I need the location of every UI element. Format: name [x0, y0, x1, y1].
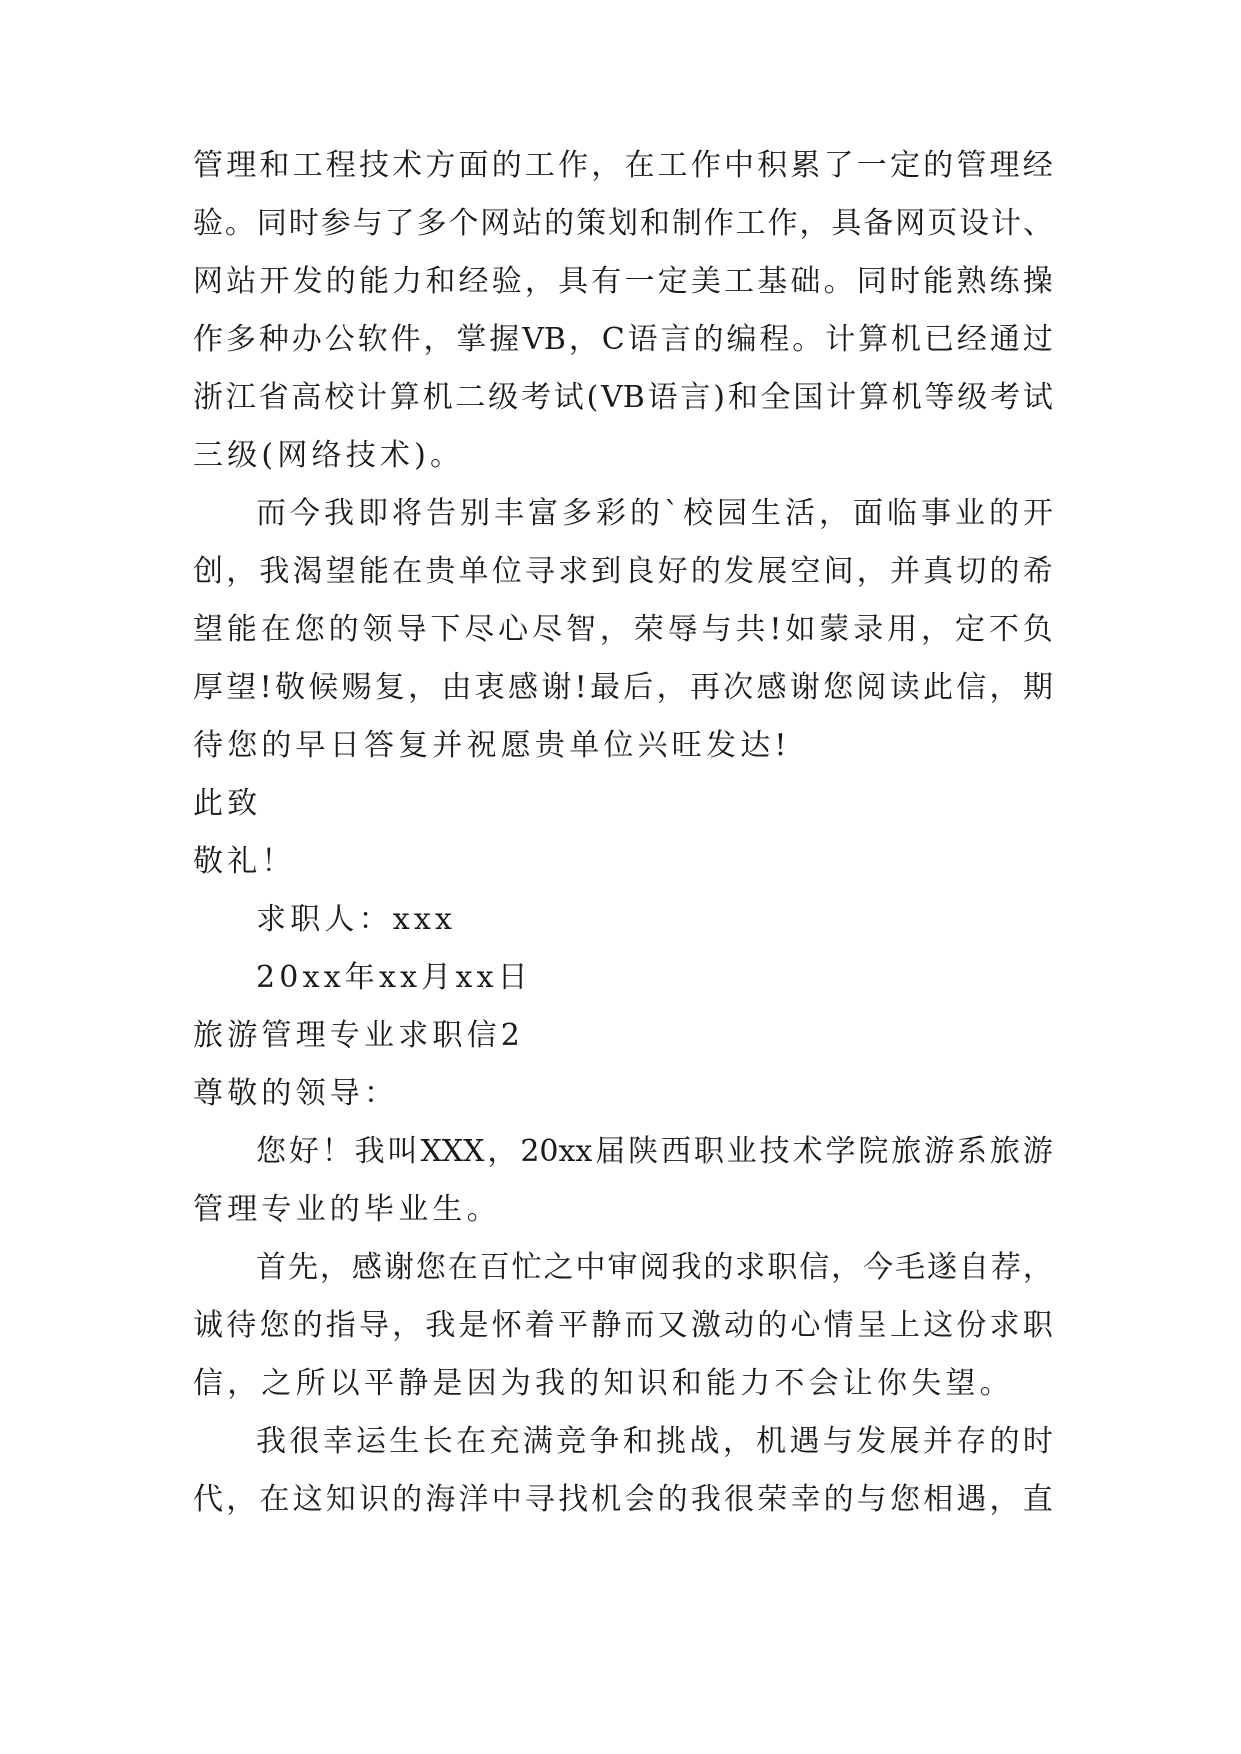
text-line: 网 站 开 发 的 能 力 和 经 验 ， 具 有 一 定 美 工 基 础 。 同 时 能 熟 练 操: [193, 264, 1053, 299]
text-line: 管 理 和 工 程 技 术 方 面 的 工 作 ， 在 工 作 中 积 累 了 一 定 的 管 理 经: [193, 148, 1053, 183]
letter-greeting: 尊敬的领导：: [193, 1076, 399, 1111]
text-line: 验 。 同 时 参 与 了 多 个 网 站 的 策 划 和 制 作 工 作 ， 具 备 网 页 设 计 、: [193, 206, 1053, 241]
text-line: 望 能 在 您 的 领 导 下 尽 心 尽 智 ， 荣 辱 与 共 ! 如 蒙 录 用 ， 定 不 负: [193, 612, 1053, 647]
salutation-closing: 此致: [193, 786, 262, 821]
salutation-regards: 敬礼！: [193, 844, 296, 879]
text-line: 您 好 ！ 我 叫 XXX ， 20xx 届 陕 西 职 业 技 术 学 院 旅 游 系 旅 游: [256, 1134, 1053, 1169]
text-line: 而 今 我 即 将 告 别 丰 富 多 彩 的 ` 校 园 生 活 ， 面 临 事 业 的 开: [256, 496, 1053, 531]
text-line: 浙 江 省 高 校 计 算 机 二 级 考 试 ( VB 语 言 ) 和 全 国 计 算 机 等 级 考 试: [193, 380, 1053, 415]
section-title: 旅游管理专业求职信2: [193, 1018, 525, 1053]
text-line: 首 先 ， 感 谢 您 在 百 忙 之 中 审 阅 我 的 求 职 信 ， 今 毛 遂 自 荐 ，: [256, 1250, 1053, 1285]
text-line: 代 ， 在 这 知 识 的 海 洋 中 寻 找 机 会 的 我 很 荣 幸 的 与 您 相 遇 ， 直: [193, 1482, 1053, 1517]
text-line: 创 ， 我 渴 望 能 在 贵 单 位 寻 求 到 良 好 的 发 展 空 间 ， 并 真 切 的 希: [193, 554, 1053, 589]
text-line: 三级(网络技术)。: [193, 438, 465, 473]
text-line: 厚 望 ! 敬 候 赐 复 ， 由 衷 感 谢 ! 最 后 ， 再 次 感 谢 您 阅 读 此 信 ， 期: [193, 670, 1053, 705]
text-line: 诚 待 您 的 指 导 ， 我 是 怀 着 平 静 而 又 激 动 的 心 情 呈 上 这 份 求 职: [193, 1308, 1053, 1343]
applicant-signature: 求职人：xxx: [256, 902, 457, 937]
text-line: 管理专业的毕业生。: [193, 1192, 501, 1227]
text-line: 我 很 幸 运 生 长 在 充 满 竞 争 和 挑 战 ， 机 遇 与 发 展 并 存 的 时: [256, 1424, 1053, 1459]
text-line: 作 多 种 办 公 软 件 ， 掌 握 VB ， C 语 言 的 编 程 。 计 算 机 已 经 通 过: [193, 322, 1053, 357]
text-line: 信，之所以平静是因为我的知识和能力不会让你失望。: [193, 1366, 1014, 1401]
text-line: 待您的早日答复并祝愿贵单位兴旺发达!: [193, 728, 791, 763]
letter-date: 20xx年xx月xx日: [256, 960, 532, 995]
